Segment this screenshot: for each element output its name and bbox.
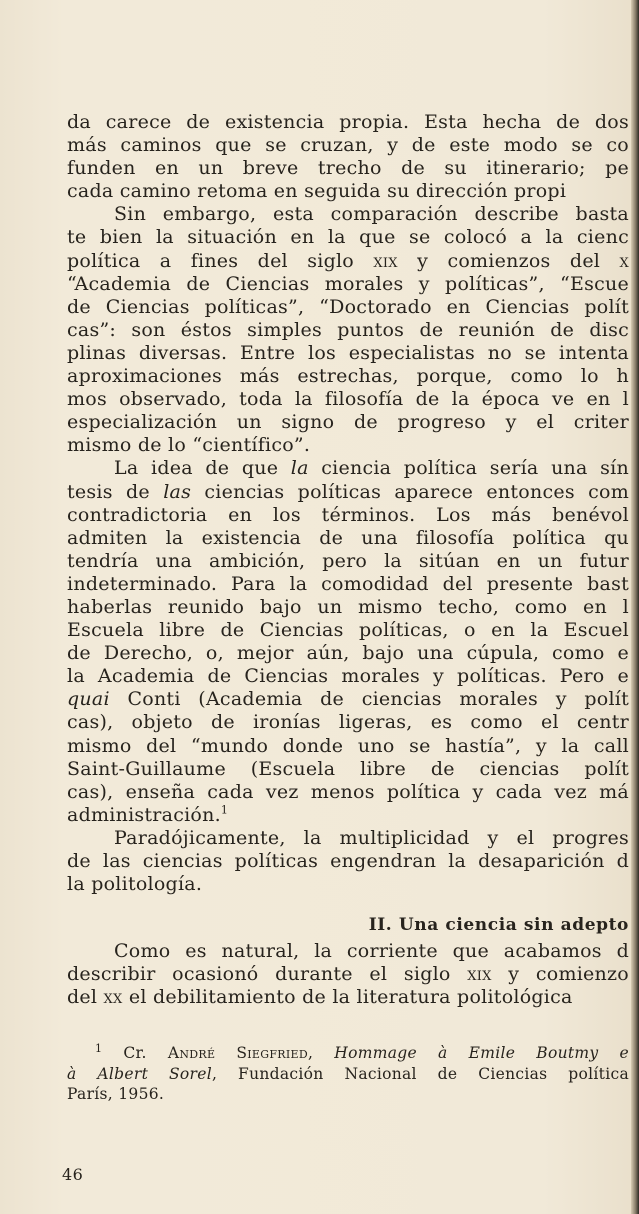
text-line: tendría una ambición, pero la sitúan en un futur bbox=[67, 549, 629, 572]
footnote-line: París, 1956. bbox=[67, 1085, 165, 1103]
text-line: La idea de que la ciencia política sería una sín bbox=[114, 457, 629, 480]
text-line: admiten la existencia de una filosofía política qu bbox=[67, 526, 629, 549]
text-line: te bien la situación en la que se colocó a la cienc bbox=[67, 226, 629, 249]
footnote-line: à Albert Sorel, Fundación Nacional de Ciencias política bbox=[67, 1064, 629, 1083]
text-line: de las ciencias políticas engendran la desaparición d bbox=[67, 850, 629, 872]
text-line: de Derecho, o, mejor aún, bajo una cúpula, como e bbox=[67, 642, 629, 665]
page-binding-edge bbox=[631, 0, 639, 1214]
footnote-reference: 1 bbox=[220, 803, 229, 817]
text-line: Como es natural, la corriente que acabamos d bbox=[114, 940, 629, 963]
text-line: contradictoria en los términos. Los más benévol bbox=[67, 503, 629, 526]
text-line: Escuela libre de Ciencias políticas, o en la Escuel bbox=[67, 619, 629, 642]
text-line: del xx el debilitamiento de la literatura politológica bbox=[67, 986, 573, 1009]
footnote-line: $^1$ Cr. André Siegfried, Hommage à Emile Boutmy e bbox=[95, 1043, 629, 1062]
text-line: da carece de existencia propia. Esta hecha de dos bbox=[67, 111, 629, 133]
text-line: Saint-Guillaume (Escuela libre de ciencias polít bbox=[67, 757, 629, 780]
text-line: haberlas reunido bajo un mismo techo, como en l bbox=[67, 595, 629, 618]
text-line: especialización un signo de progreso y el criter bbox=[67, 411, 629, 434]
text-line: “Academia de Ciencias morales y políticas”, “Escue bbox=[67, 272, 629, 295]
body-text bbox=[67, 111, 629, 1009]
text-line: Paradójicamente, la multiplicidad y el progres bbox=[114, 826, 629, 849]
text-line: de Ciencias políticas”, “Doctorado en Ciencias polít bbox=[67, 295, 629, 318]
text-line: la politología. bbox=[67, 873, 203, 896]
text-line: administración.$^1$ bbox=[67, 803, 229, 826]
text-line: mos observado, toda la filosofía de la época ve en l bbox=[67, 388, 629, 411]
text-line: cas), objeto de ironías ligeras, es como el centr bbox=[67, 711, 629, 734]
text-line: plinas diversas. Entre los especialistas no se intenta bbox=[67, 341, 629, 364]
text-line: funden en un breve trecho de su itinerario; pe bbox=[67, 157, 629, 180]
text-line: aproximaciones más estrechas, porque, como lo h bbox=[67, 365, 629, 388]
text-line: quai Conti (Academia de ciencias morales y polít bbox=[67, 688, 629, 711]
page-number: 46 bbox=[62, 1165, 84, 1184]
paragraphs-after-heading bbox=[67, 940, 629, 1009]
text-line: cada camino retoma en seguida su dirección propi bbox=[67, 180, 567, 203]
paragraphs-before-heading bbox=[67, 111, 629, 896]
text-line: cas), enseña cada vez menos política y cada vez má bbox=[67, 780, 629, 803]
section-gap bbox=[67, 896, 629, 910]
footnote-lines bbox=[67, 1043, 629, 1105]
text-line: más caminos que se cruzan, y de este modo se co bbox=[67, 134, 629, 157]
text-line: indeterminado. Para la comodidad del presente bast bbox=[67, 572, 629, 595]
footnote-marker: 1 bbox=[95, 1043, 103, 1055]
text-line: la Academia de Ciencias morales y políticas. Pero e bbox=[67, 665, 629, 688]
text-line: tesis de las ciencias políticas aparece entonces com bbox=[67, 480, 629, 503]
footnote bbox=[67, 1043, 629, 1105]
text-line: cas”: son éstos simples puntos de reunión de disc bbox=[67, 318, 629, 341]
text-line: política a fines del siglo xix y comienzos del x bbox=[67, 249, 629, 272]
text-line: mismo del “mundo donde uno se hastía”, y la call bbox=[67, 734, 629, 757]
section-heading: II. Una ciencia sin adepto bbox=[368, 915, 629, 936]
text-line: describir ocasionó durante el siglo xix y comienzo bbox=[67, 963, 629, 986]
text-line: Sin embargo, esta comparación describe basta bbox=[114, 203, 629, 226]
text-line: mismo de lo “científico”. bbox=[67, 434, 311, 457]
